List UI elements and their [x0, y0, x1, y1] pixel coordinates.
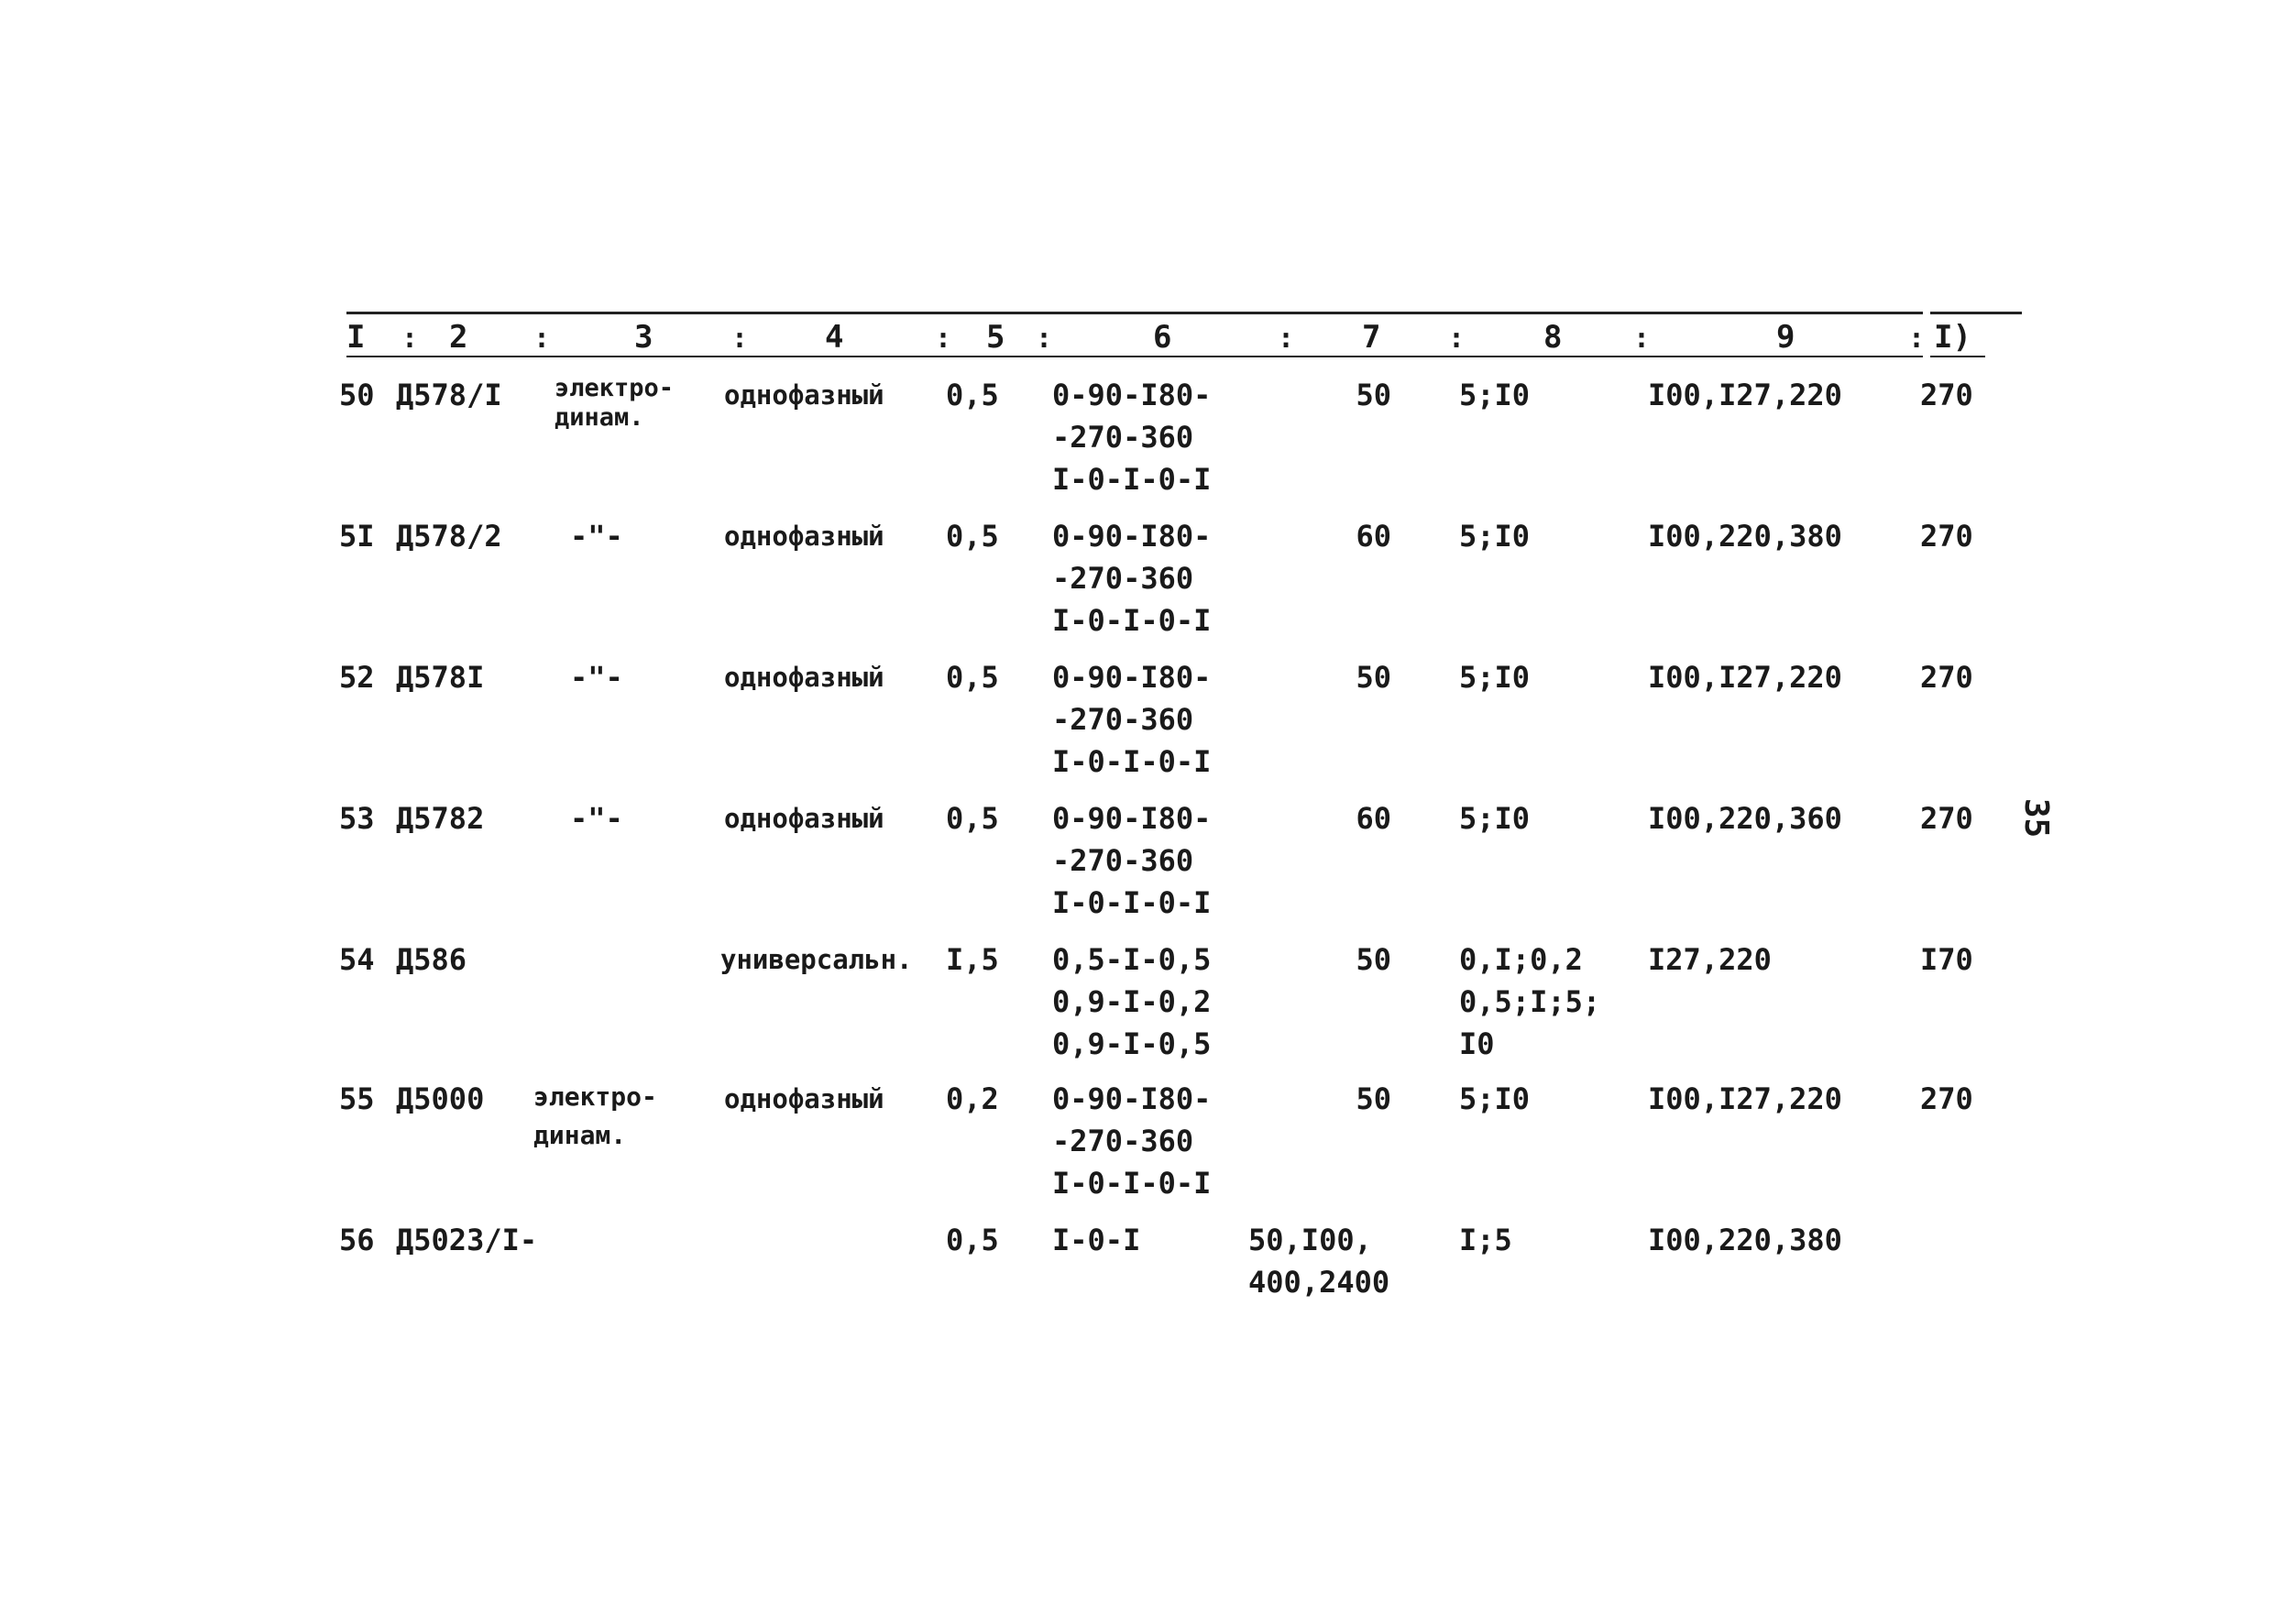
scale-range: 0-90-I80- -270-360 I-0-I-0-I	[1052, 1081, 1212, 1201]
instrument-system: -"-	[570, 519, 623, 554]
accuracy-class: 0,5	[946, 1223, 999, 1257]
voltage-range: I00,I27,220	[1648, 660, 1842, 695]
header-bottom-rule	[346, 356, 1923, 357]
frequency: 50	[1356, 660, 1391, 695]
voltage-range: I00,220,360	[1648, 801, 1842, 836]
accuracy-class: 0,5	[946, 378, 999, 412]
header-separator: :	[1633, 323, 1651, 355]
table-header	[339, 319, 2030, 356]
voltage-range: I27,220	[1648, 942, 1772, 977]
scale-range: 0-90-I80- -270-360 I-0-I-0-I	[1052, 660, 1212, 779]
header-col-6: 6	[1153, 319, 1172, 356]
instrument-type: Д5000	[396, 1081, 485, 1116]
header-col-8: 8	[1543, 319, 1563, 356]
header-bottom-rule-right	[1930, 356, 1985, 357]
header-separator: :	[1908, 323, 1926, 355]
instrument-system: электро- динам.	[555, 374, 675, 432]
scale-range: 0-90-I80- -270-360 I-0-I-0-I	[1052, 801, 1212, 920]
header-separator: :	[1036, 323, 1053, 355]
table-top-rule-right	[1930, 312, 2022, 314]
current-range: 5;I0	[1459, 660, 1531, 695]
current-range: 5;I0	[1459, 801, 1531, 836]
last-column-value: 270	[1920, 1081, 1973, 1116]
frequency: 50	[1356, 942, 1391, 977]
page-number: 35	[2017, 797, 2056, 839]
voltage-range: I00,220,380	[1648, 519, 1842, 554]
scale-range: I-0-I	[1052, 1223, 1141, 1257]
frequency: 50	[1356, 378, 1391, 412]
current-range: 0,I;0,2 0,5;I;5; I0	[1459, 942, 1601, 1061]
current-range: 5;I0	[1459, 378, 1531, 412]
voltage-range: I00,220,380	[1648, 1223, 1842, 1257]
last-column-value: I70	[1920, 942, 1973, 977]
instrument-type: Д5023/I-	[396, 1223, 538, 1257]
phase-kind: однофазный	[724, 803, 884, 834]
header-col-1: I	[346, 319, 366, 356]
phase-kind: однофазный	[724, 1083, 884, 1114]
header-col-9: 9	[1776, 319, 1795, 356]
row-number: 52	[339, 660, 375, 695]
instrument-type: Д586	[396, 942, 467, 977]
voltage-range: I00,I27,220	[1648, 378, 1842, 412]
accuracy-class: 0,2	[946, 1081, 999, 1116]
header-col-5: 5	[986, 319, 1005, 356]
last-column-value: 270	[1920, 660, 1973, 695]
frequency: 60	[1356, 519, 1391, 554]
frequency: 50	[1356, 1081, 1391, 1116]
instrument-system: -"-	[570, 660, 623, 695]
row-number: 55	[339, 1081, 375, 1116]
current-range: 5;I0	[1459, 519, 1531, 554]
frequency: 50,I00, 400,2400	[1248, 1223, 1390, 1300]
scale-range: 0-90-I80- -270-360 I-0-I-0-I	[1052, 378, 1212, 497]
voltage-range: I00,I27,220	[1648, 1081, 1842, 1116]
header-separator: :	[1448, 323, 1466, 355]
row-number: 56	[339, 1223, 375, 1257]
header-col-3: 3	[634, 319, 653, 356]
accuracy-class: I,5	[946, 942, 999, 977]
row-number: 50	[339, 378, 375, 412]
header-col-2: 2	[449, 319, 468, 356]
phase-kind: универсальн.	[720, 944, 913, 975]
phase-kind: однофазный	[724, 379, 884, 411]
header-separator: :	[935, 323, 952, 355]
phase-kind: однофазный	[724, 521, 884, 552]
table-top-rule	[346, 312, 1923, 314]
instrument-type: Д578/I	[396, 378, 502, 412]
header-separator: :	[401, 323, 419, 355]
scale-range: 0,5-I-0,5 0,9-I-0,2 0,9-I-0,5	[1052, 942, 1212, 1061]
header-col-7: 7	[1362, 319, 1381, 356]
frequency: 60	[1356, 801, 1391, 836]
accuracy-class: 0,5	[946, 660, 999, 695]
instrument-type: Д5782	[396, 801, 485, 836]
phase-kind: однофазный	[724, 662, 884, 693]
accuracy-class: 0,5	[946, 519, 999, 554]
current-range: 5;I0	[1459, 1081, 1531, 1116]
instrument-type: Д578/2	[396, 519, 502, 554]
last-column-value: 270	[1920, 801, 1973, 836]
last-column-value: 270	[1920, 519, 1973, 554]
header-col-4: 4	[825, 319, 844, 356]
row-number: 54	[339, 942, 375, 977]
row-number: 5I	[339, 519, 375, 554]
last-column-value: 270	[1920, 378, 1973, 412]
row-number: 53	[339, 801, 375, 836]
header-separator: :	[731, 323, 749, 355]
header-col-10: I)	[1934, 319, 1971, 356]
instrument-system: -"-	[570, 801, 623, 836]
accuracy-class: 0,5	[946, 801, 999, 836]
instrument-type: Д578I	[396, 660, 485, 695]
current-range: I;5	[1459, 1223, 1512, 1257]
header-separator: :	[533, 323, 551, 355]
instrument-system: электро- динам.	[533, 1081, 657, 1150]
scale-range: 0-90-I80- -270-360 I-0-I-0-I	[1052, 519, 1212, 638]
header-separator: :	[1278, 323, 1295, 355]
